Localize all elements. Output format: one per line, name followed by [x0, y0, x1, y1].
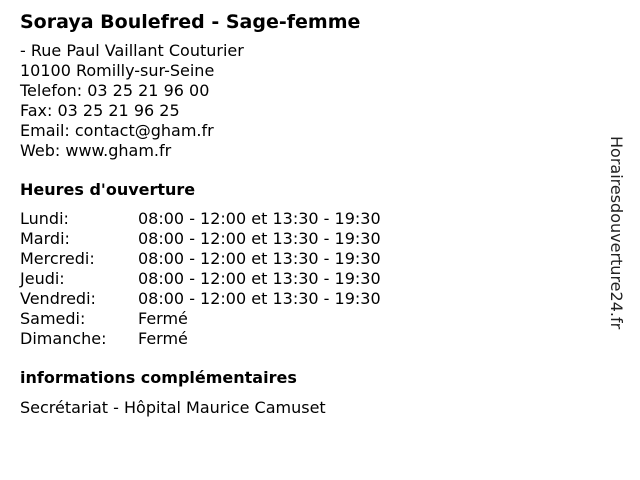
day-label: Mardi: [20, 229, 70, 248]
day-hours: 08:00 - 12:00 et 13:30 - 19:30 [138, 289, 381, 308]
hours-row-sunday [20, 329, 610, 349]
page-title: Soraya Boulefred - Sage-femme [20, 11, 361, 33]
opening-hours-heading: Heures d'ouverture [20, 180, 196, 199]
hours-row-friday [20, 289, 610, 309]
day-hours: Fermé [138, 329, 188, 348]
address-city: 10100 Romilly-sur-Seine [20, 61, 215, 80]
day-hours: 08:00 - 12:00 et 13:30 - 19:30 [138, 249, 381, 268]
day-hours: 08:00 - 12:00 et 13:30 - 19:30 [138, 229, 381, 248]
opening-hours-table [20, 209, 610, 349]
day-label: Lundi: [20, 209, 69, 228]
email-address: Email: contact@gham.fr [20, 121, 214, 140]
additional-info-heading: informations complémentaires [20, 368, 297, 387]
day-label: Dimanche: [20, 329, 107, 348]
hours-row-wednesday [20, 249, 610, 269]
hours-row-tuesday [20, 229, 610, 249]
website: Web: www.gham.fr [20, 141, 172, 160]
hours-row-monday [20, 209, 610, 229]
phone-number: Telefon: 03 25 21 96 00 [20, 81, 210, 100]
day-label: Mercredi: [20, 249, 95, 268]
hours-row-thursday [20, 269, 610, 289]
fax-number: Fax: 03 25 21 96 25 [20, 101, 180, 120]
watermark-text: Horairesdouverture24.fr [607, 136, 626, 330]
day-label: Samedi: [20, 309, 86, 328]
business-listing [20, 10, 610, 418]
day-hours: 08:00 - 12:00 et 13:30 - 19:30 [138, 269, 381, 288]
day-hours: Fermé [138, 309, 188, 328]
additional-info-text: Secrétariat - Hôpital Maurice Camuset [20, 398, 326, 417]
hours-row-saturday [20, 309, 610, 329]
address-street: - Rue Paul Vaillant Couturier [20, 41, 244, 60]
day-label: Vendredi: [20, 289, 96, 308]
day-hours: 08:00 - 12:00 et 13:30 - 19:30 [138, 209, 381, 228]
day-label: Jeudi: [20, 269, 65, 288]
